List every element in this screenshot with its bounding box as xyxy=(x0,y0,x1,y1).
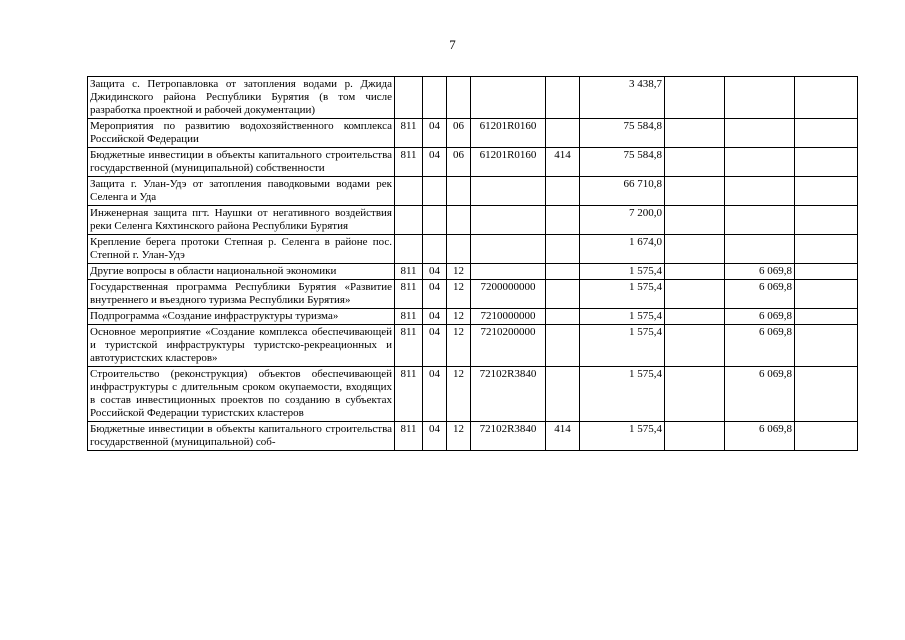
expense-type-code: 414 xyxy=(546,422,580,451)
ministry-code: 811 xyxy=(395,309,423,325)
row-description: Мероприятия по развитию водохозяйственного комплекса Российской Федерации xyxy=(88,119,395,148)
amount-col-2 xyxy=(665,206,725,235)
target-article-code: 7210000000 xyxy=(471,309,546,325)
subsection-code: 12 xyxy=(447,280,471,309)
amount-col-2 xyxy=(665,77,725,119)
amount-col-1: 75 584,8 xyxy=(580,148,665,177)
subsection-code: 12 xyxy=(447,367,471,422)
amount-col-1: 1 575,4 xyxy=(580,422,665,451)
section-code: 04 xyxy=(423,119,447,148)
subsection-code: 12 xyxy=(447,422,471,451)
target-article-code: 7200000000 xyxy=(471,280,546,309)
amount-col-2 xyxy=(665,235,725,264)
amount-col-1: 1 575,4 xyxy=(580,264,665,280)
amount-col-3 xyxy=(725,148,795,177)
expense-type-code: 414 xyxy=(546,148,580,177)
amount-col-1: 1 575,4 xyxy=(580,325,665,367)
row-description: Защита с. Петропавловка от затопления водами р. Джида Джидинского района Республики Бурятия (в том числе разработка проектной и рабочей документации) xyxy=(88,77,395,119)
ministry-code xyxy=(395,235,423,264)
amount-col-4 xyxy=(795,367,858,422)
amount-col-1: 1 674,0 xyxy=(580,235,665,264)
page-number: 7 xyxy=(449,37,456,52)
amount-col-3: 6 069,8 xyxy=(725,264,795,280)
row-description: Строительство (реконструкция) объектов обеспечивающей инфраструктуры с длительным сроком окупаемости, входящих в состав инвестиционных проектов по созданию в субъектах Российской Федерации туристских кластеров xyxy=(88,367,395,422)
subsection-code xyxy=(447,206,471,235)
amount-col-3: 6 069,8 xyxy=(725,422,795,451)
amount-col-4 xyxy=(795,177,858,206)
ministry-code: 811 xyxy=(395,280,423,309)
section-code: 04 xyxy=(423,367,447,422)
amount-col-1: 1 575,4 xyxy=(580,309,665,325)
row-description: Инженерная защита пгт. Наушки от негативного воздействия реки Селенга Кяхтинского района Республики Бурятия xyxy=(88,206,395,235)
row-description: Подпрограмма «Создание инфраструктуры туризма» xyxy=(88,309,395,325)
amount-col-3: 6 069,8 xyxy=(725,280,795,309)
expense-type-code xyxy=(546,77,580,119)
amount-col-2 xyxy=(665,325,725,367)
amount-col-3 xyxy=(725,235,795,264)
amount-col-2 xyxy=(665,119,725,148)
amount-col-1: 1 575,4 xyxy=(580,367,665,422)
amount-col-4 xyxy=(795,422,858,451)
target-article-code xyxy=(471,177,546,206)
table-row xyxy=(88,235,858,264)
row-description: Защита г. Улан-Удэ от затопления паводковыми водами рек Селенга и Уда xyxy=(88,177,395,206)
subsection-code xyxy=(447,235,471,264)
section-code: 04 xyxy=(423,148,447,177)
section-code xyxy=(423,206,447,235)
row-description: Бюджетные инвестиции в объекты капитального строительства государственной (муниципальной) собственности xyxy=(88,148,395,177)
target-article-code: 61201R0160 xyxy=(471,148,546,177)
subsection-code: 06 xyxy=(447,119,471,148)
section-code xyxy=(423,177,447,206)
amount-col-4 xyxy=(795,235,858,264)
target-article-code xyxy=(471,235,546,264)
amount-col-2 xyxy=(665,148,725,177)
amount-col-3 xyxy=(725,206,795,235)
section-code: 04 xyxy=(423,325,447,367)
amount-col-1: 7 200,0 xyxy=(580,206,665,235)
row-description: Крепление берега протоки Степная р. Селенга в районе пос. Степной г. Улан-Удэ xyxy=(88,235,395,264)
section-code xyxy=(423,235,447,264)
table-row xyxy=(88,119,858,148)
amount-col-3 xyxy=(725,177,795,206)
amount-col-1: 75 584,8 xyxy=(580,119,665,148)
table-row xyxy=(88,206,858,235)
amount-col-3: 6 069,8 xyxy=(725,325,795,367)
subsection-code xyxy=(447,177,471,206)
section-code: 04 xyxy=(423,264,447,280)
ministry-code: 811 xyxy=(395,325,423,367)
amount-col-3: 6 069,8 xyxy=(725,367,795,422)
table-row xyxy=(88,77,858,119)
table-row xyxy=(88,325,858,367)
expense-type-code xyxy=(546,119,580,148)
amount-col-2 xyxy=(665,280,725,309)
section-code xyxy=(423,77,447,119)
target-article-code xyxy=(471,77,546,119)
amount-col-4 xyxy=(795,309,858,325)
amount-col-4 xyxy=(795,119,858,148)
table-row xyxy=(88,367,858,422)
subsection-code: 06 xyxy=(447,148,471,177)
amount-col-4 xyxy=(795,206,858,235)
subsection-code: 12 xyxy=(447,325,471,367)
table-row xyxy=(88,264,858,280)
section-code: 04 xyxy=(423,280,447,309)
expense-type-code xyxy=(546,177,580,206)
amount-col-2 xyxy=(665,309,725,325)
target-article-code: 7210200000 xyxy=(471,325,546,367)
amount-col-2 xyxy=(665,422,725,451)
amount-col-3 xyxy=(725,119,795,148)
target-article-code xyxy=(471,206,546,235)
target-article-code xyxy=(471,264,546,280)
target-article-code: 72102R3840 xyxy=(471,422,546,451)
table-row xyxy=(88,309,858,325)
table-row xyxy=(88,280,858,309)
expense-type-code xyxy=(546,309,580,325)
expense-type-code xyxy=(546,206,580,235)
subsection-code xyxy=(447,77,471,119)
amount-col-2 xyxy=(665,367,725,422)
amount-col-3: 6 069,8 xyxy=(725,309,795,325)
section-code: 04 xyxy=(423,309,447,325)
table-row xyxy=(88,148,858,177)
subsection-code: 12 xyxy=(447,309,471,325)
amount-col-1: 3 438,7 xyxy=(580,77,665,119)
ministry-code xyxy=(395,77,423,119)
ministry-code xyxy=(395,206,423,235)
ministry-code: 811 xyxy=(395,119,423,148)
expense-type-code xyxy=(546,264,580,280)
amount-col-4 xyxy=(795,148,858,177)
row-description: Государственная программа Республики Бурятия «Развитие внутреннего и въездного туризма Республики Бурятия» xyxy=(88,280,395,309)
ministry-code: 811 xyxy=(395,367,423,422)
expense-type-code xyxy=(546,367,580,422)
row-description: Основное мероприятие «Создание комплекса обеспечивающей и туристской инфраструктуры туристско-рекреационных и автотуристских кластеров» xyxy=(88,325,395,367)
row-description: Бюджетные инвестиции в объекты капитального строительства государственной (муниципальной) соб- xyxy=(88,422,395,451)
expense-type-code xyxy=(546,235,580,264)
amount-col-4 xyxy=(795,325,858,367)
amount-col-1: 1 575,4 xyxy=(580,280,665,309)
table-row xyxy=(88,422,858,451)
ministry-code: 811 xyxy=(395,264,423,280)
ministry-code: 811 xyxy=(395,148,423,177)
amount-col-4 xyxy=(795,77,858,119)
section-code: 04 xyxy=(423,422,447,451)
amount-col-4 xyxy=(795,280,858,309)
row-description: Другие вопросы в области национальной экономики xyxy=(88,264,395,280)
amount-col-2 xyxy=(665,177,725,206)
amount-col-1: 66 710,8 xyxy=(580,177,665,206)
amount-col-3 xyxy=(725,77,795,119)
expense-type-code xyxy=(546,325,580,367)
amount-col-4 xyxy=(795,264,858,280)
budget-table xyxy=(87,76,858,451)
ministry-code: 811 xyxy=(395,422,423,451)
ministry-code xyxy=(395,177,423,206)
table-row xyxy=(88,177,858,206)
expense-type-code xyxy=(546,280,580,309)
target-article-code: 72102R3840 xyxy=(471,367,546,422)
amount-col-2 xyxy=(665,264,725,280)
subsection-code: 12 xyxy=(447,264,471,280)
target-article-code: 61201R0160 xyxy=(471,119,546,148)
